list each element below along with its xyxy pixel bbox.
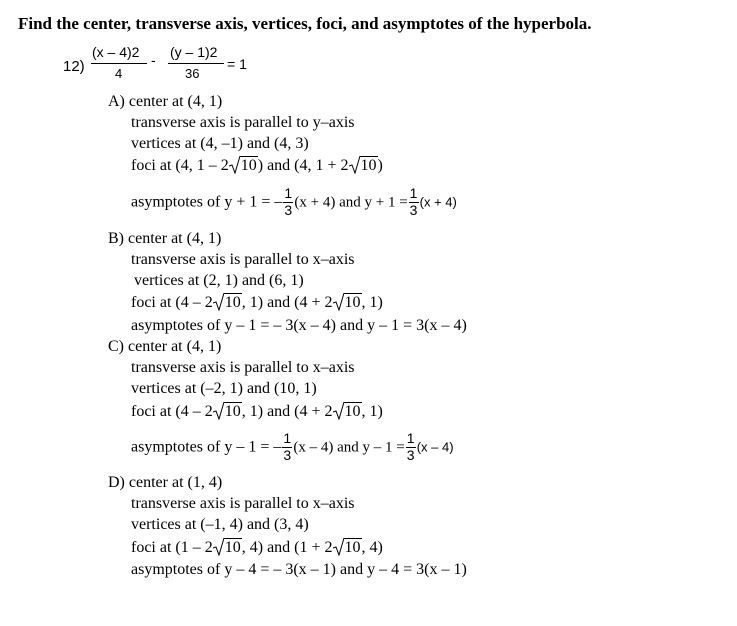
option-d-center: D) center at (1, 4) bbox=[108, 474, 223, 491]
option-a-asymptotes: asymptotes of y + 1 = – $\frac{1}{3}$ (x + 4) and y + 1 = $\frac{1}{3}$ (x + 4) bbox=[131, 185, 457, 218]
option-c-foci: foci at (4 – 2 10, 1) and (4 + 2 10, 1) bbox=[131, 403, 383, 420]
option-a-center: A) center at (4, 1) bbox=[108, 93, 223, 110]
sqrt-symbol: 10 bbox=[333, 537, 362, 558]
option-d-axis: transverse axis is parallel to x–axis bbox=[131, 495, 355, 512]
sqrt-symbol: 10 bbox=[213, 537, 242, 558]
option-a-foci: foci at (4, 1 – 2 10) and (4, 1 + 2 10) bbox=[131, 157, 383, 174]
option-b-asymptotes: asymptotes of y – 1 = – 3(x – 4) and y – 1 = 3(x – 4) bbox=[131, 317, 467, 334]
fraction-1-bar bbox=[91, 63, 147, 64]
option-b-foci: foci at (4 – 2 10, 1) and (4 + 2 10, 1) bbox=[131, 294, 383, 311]
option-c-axis: transverse axis is parallel to x–axis bbox=[131, 359, 355, 376]
fraction-1-denominator: 4 bbox=[115, 66, 123, 81]
option-c-vertices: vertices at (–2, 1) and (10, 1) bbox=[131, 380, 317, 397]
fraction-2-denominator: 36 bbox=[185, 66, 200, 81]
fraction-1-numerator: (x – 4)2 bbox=[92, 44, 140, 60]
sqrt-symbol: 10 bbox=[213, 401, 242, 422]
option-d-vertices: vertices at (–1, 4) and (3, 4) bbox=[131, 516, 309, 533]
fraction-one-third: $\frac{1}{3}$ bbox=[284, 185, 293, 218]
option-d-foci: foci at (1 – 2 10, 4) and (1 + 2 10, 4) bbox=[131, 539, 383, 556]
sqrt-symbol: 10 bbox=[349, 155, 378, 176]
option-a-axis: transverse axis is parallel to y–axis bbox=[131, 114, 355, 131]
fraction-one-third: $\frac{1}{3}$ bbox=[409, 185, 418, 218]
fraction-2-numerator: (y – 1)2 bbox=[170, 44, 218, 60]
problem-number: 12) bbox=[63, 58, 85, 75]
question-title: Find the center, transverse axis, vertices, foci, and asymptotes of the hyperbola. bbox=[18, 14, 592, 33]
option-a-vertices: vertices at (4, –1) and (4, 3) bbox=[131, 135, 309, 152]
sqrt-symbol: 10 bbox=[333, 292, 362, 313]
option-b-center: B) center at (4, 1) bbox=[108, 230, 222, 247]
minus-sign: - bbox=[151, 52, 156, 68]
fraction-one-third: $\frac{1}{3}$ bbox=[406, 430, 415, 463]
option-c-center: C) center at (4, 1) bbox=[108, 338, 222, 355]
equals-one: = 1 bbox=[227, 56, 247, 72]
fraction-2-bar bbox=[168, 63, 224, 64]
option-d-asymptotes: asymptotes of y – 4 = – 3(x – 1) and y – 4 = 3(x – 1) bbox=[131, 561, 467, 578]
fraction-one-third: $\frac{1}{3}$ bbox=[283, 430, 292, 463]
option-b-axis: transverse axis is parallel to x–axis bbox=[131, 251, 355, 268]
option-b-vertices: vertices at (2, 1) and (6, 1) bbox=[134, 272, 304, 289]
option-c-asymptotes: asymptotes of y – 1 = – $\frac{1}{3}$ (x – 4) and y – 1 = $\frac{1}{3}$ (x – 4) bbox=[131, 430, 454, 463]
sqrt-symbol: 10 bbox=[333, 401, 362, 422]
sqrt-symbol: 10 bbox=[213, 292, 242, 313]
sqrt-symbol: 10 bbox=[229, 155, 258, 176]
